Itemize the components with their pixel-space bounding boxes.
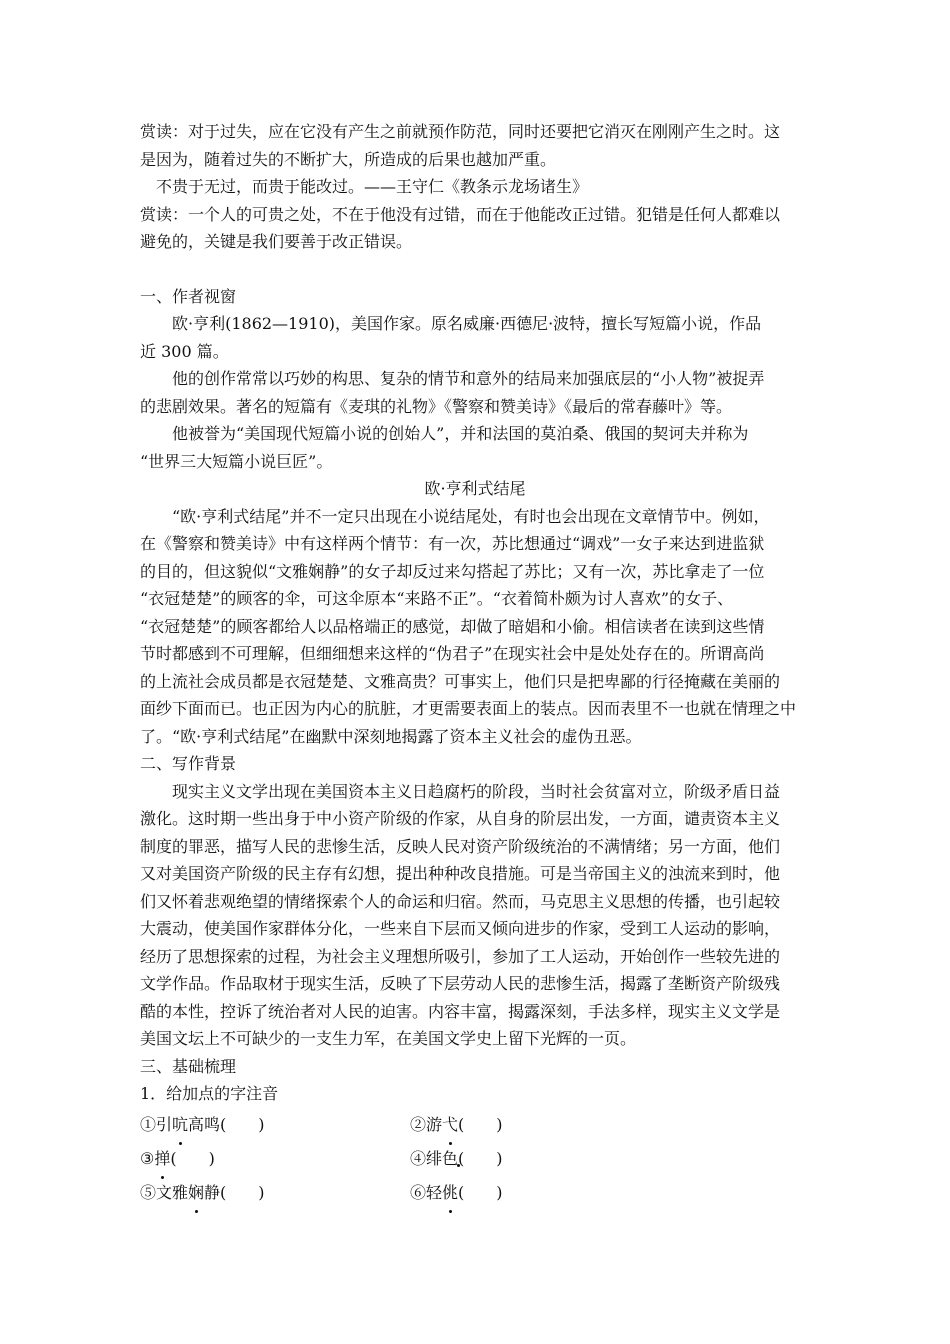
paragraph-line: 又对美国资产阶级的民主存有幻想，提出种种改良措施。可是当帝国主义的浊流来到时，他: [140, 864, 781, 883]
document-page: [140, 118, 810, 1210]
intro-line: 避免的，关键是我们要善于改正错误。: [140, 232, 413, 251]
paragraph-line: 近 300 篇。: [140, 341, 229, 361]
question-row: [140, 1142, 810, 1176]
section-heading: 一、作者视窗: [140, 286, 237, 306]
dotted-char: 掸: [154, 1142, 170, 1176]
paragraph-line: 面纱下面而已。也正因为内心的肮脏，才更需要表面上的装点。因而表里不一也就在情理之中: [140, 699, 797, 718]
question-item: ③掸( ): [140, 1142, 410, 1176]
spacer: [140, 256, 810, 283]
dotted-char: 弋: [442, 1108, 458, 1142]
intro-line: 赏读：对于过失，应在它没有产生之前就预作防范，同时还要把它消灭在刚刚产生之时。这: [140, 122, 781, 141]
paragraph-line: 的目的，但这貌似“文雅娴静”的女子却反过来勾搭起了苏比；又有一次，苏比拿走了一位: [140, 561, 765, 581]
paragraph-line: 现实主义文学出现在美国资本主义日趋腐朽的阶段，当时社会贫富对立，阶级矛盾日益: [172, 781, 781, 801]
paragraph-line: 了。“欧·亨利式结尾”在幽默中深刻地揭露了资本主义社会的虚伪丑恶。: [140, 726, 642, 746]
question-item: ②游弋( ): [410, 1108, 503, 1142]
paragraph-line: “世界三大短篇小说巨匠”。: [140, 451, 333, 471]
paragraph-line: 文学作品。作品取材于现实生活，反映了下层劳动人民的悲惨生活，揭露了垄断资产阶级残: [140, 974, 781, 993]
section-heading: 三、基础梳理: [140, 1056, 237, 1076]
subtitle: 欧·亨利式结尾: [424, 479, 526, 498]
paragraph-line: 的悲剧效果。著名的短篇有《麦琪的礼物》《警察和赞美诗》《最后的常春藤叶》等。: [140, 396, 733, 416]
paragraph-line: 他的创作常常以巧妙的构思、复杂的情节和意外的结局来加强底层的“小人物”被捉弄: [172, 369, 765, 388]
paragraph-line: “衣冠楚楚”的顾客都给人以品格端正的感觉，却做了暗娼和小偷。相信读者在读到这些情: [140, 616, 765, 636]
question-item: ④绯色( ): [410, 1148, 503, 1168]
dotted-char: 佻: [442, 1176, 458, 1210]
question-row: [140, 1108, 810, 1142]
question-item: ⑤文雅娴静( ): [140, 1176, 410, 1210]
paragraph-line: “欧·亨利式结尾”并不一定只出现在小说结尾处，有时也会出现在文章情节中。例如，: [172, 506, 770, 526]
paragraph-line: 制度的罪恶，描写人民的悲惨生活，反映人民对资产阶级统治的不满情绪；另一方面，他们: [140, 836, 781, 856]
intro-line: 赏读：一个人的可贵之处，不在于他没有过错，而在于他能改正过错。犯错是任何人都难以: [140, 204, 781, 224]
paragraph-line: 的上流社会成员都是衣冠楚楚、文雅高贵？可事实上，他们只是把卑鄙的行径掩藏在美丽的: [140, 671, 781, 691]
paragraph-line: 酷的本性，控诉了统治者对人民的迫害。内容丰富，揭露深刻，手法多样，现实主义文学是: [140, 1001, 781, 1021]
question-row: [140, 1176, 810, 1210]
question-item: ①引吭高鸣( ): [140, 1108, 410, 1142]
paragraph-line: 激化。这时期一些出身于中小资产阶级的作家，从自身的阶层出发，一方面，谴责资本主义: [140, 809, 781, 828]
paragraph-line: 大震动，使美国作家群体分化，一些来自下层而又倾向进步的作家，受到工人运动的影响，: [140, 919, 781, 938]
paragraph-line: “衣冠楚楚”的顾客的伞，可这伞原本“来路不正”。“衣着简朴颇为讨人喜欢”的女子、: [140, 589, 734, 608]
question-title: 1．给加点的字注音: [140, 1084, 279, 1103]
paragraph-line: 他被誉为“美国现代短篇小说的创始人”，并和法国的莫泊桑、俄国的契诃夫并称为: [172, 424, 749, 443]
intro-line: 是因为，随着过失的不断扩大，所造成的后果也越加严重。: [140, 149, 557, 169]
dotted-char: 娴: [188, 1176, 204, 1210]
quote-line: 不贵于无过，而贵于能改过。——王守仁《教条示龙场诸生》: [156, 177, 589, 196]
paragraph-line: 经历了思想探索的过程，为社会主义理想所吸引，参加了工人运动，开始创作一些较先进的: [140, 946, 781, 966]
paragraph-line: 们又怀着悲观绝望的情绪探索个人的命运和归宿。然而，马克思主义思想的传播，也引起较: [140, 891, 781, 911]
paragraph-line: 欧·亨利(1862—1910)，美国作家。原名威廉·西德尼·波特，擅长写短篇小说，作品: [172, 314, 762, 333]
paragraph-line: 节时都感到不可理解，但细细想来这样的“伪君子”在现实社会中是处处存在的。所谓高尚: [140, 644, 765, 663]
dotted-char: 吭: [172, 1108, 188, 1142]
section-heading: 二、写作背景: [140, 754, 237, 773]
question-item: ⑥轻佻( ): [410, 1176, 503, 1210]
paragraph-line: 在《警察和赞美诗》中有这样两个情节：有一次，苏比想通过“调戏”一女子来达到进监狱: [140, 534, 765, 553]
paragraph-line: 美国文坛上不可缺少的一支生力军，在美国文学史上留下光辉的一页。: [140, 1029, 637, 1048]
